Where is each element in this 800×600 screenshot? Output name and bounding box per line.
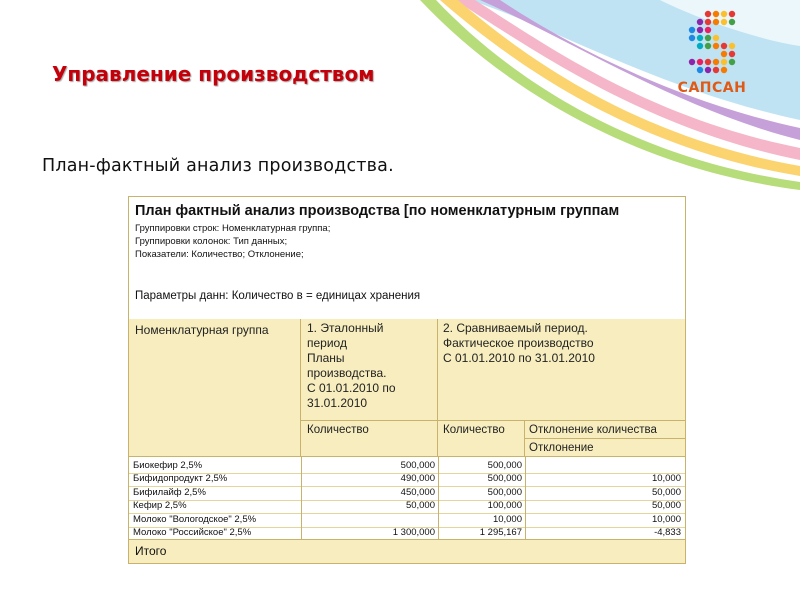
period1-line: 1. Эталонный [307,321,384,335]
header-dev [525,439,686,457]
period1-line: период [307,336,347,350]
header-qty2 [438,421,525,457]
cell-dev: 10,000 [651,473,681,485]
header-qty2-label: Количество [443,424,505,436]
total-row [129,539,686,564]
sapsan-logo [664,6,760,110]
cell-name: Биокефир 2,5% [133,460,203,471]
header-dev-qty [525,421,686,439]
period1-line: производства. [307,366,387,380]
cell-plan: 1 300,000 [392,527,435,538]
cell-fact: 100,000 [487,500,522,512]
report-title: План фактный анализ производства [по номенклатурным группам [135,203,620,219]
cell-dev: -4,833 [654,527,681,538]
cell-plan: 450,000 [400,486,435,498]
slide-subtitle: План-фактный анализ производства. [42,156,394,176]
report-screenshot [128,196,686,564]
row-groupings-text: Группировки строк: Номенклатурная группа; [135,223,331,234]
header-period1-text [307,321,396,411]
cell-name: Кефир 2,5% [133,500,187,512]
period2-line: 2. Сравниваемый период. [443,321,588,335]
cell-fact: 10,000 [492,513,522,525]
cell-dev: 50,000 [651,486,681,498]
header-dev-label: Отклонение [529,442,594,454]
cell-fact: 500,000 [487,473,522,485]
cell-name: Молоко "Российское" 2,5% [133,527,252,538]
logo-dots-icon [664,6,760,80]
period1-line: 31.01.2010 [307,396,368,410]
period1-line: Планы [307,351,345,365]
cell-fact: 500,000 [487,486,522,498]
cell-name: Бифидопродукт 2,5% [133,473,228,485]
cell-name: Бифилайф 2,5% [133,486,206,498]
cell-fact: 1 295,167 [479,527,522,538]
cell-name: Молоко "Вологодское" 2,5% [133,513,257,525]
header-qty1-label: Количество [307,424,369,436]
header-period2-text [443,321,595,366]
col-divider [525,457,526,539]
total-label: Итого [135,544,167,558]
cell-dev: 50,000 [651,500,681,512]
header-qty1 [301,421,438,457]
indicators-text: Показатели: Количество; Отклонение; [135,249,304,260]
cell-plan: 490,000 [400,473,435,485]
cell-dev: 10,000 [651,513,681,525]
header-period1 [301,319,438,421]
header-group-label: Номенклатурная группа [135,323,269,337]
cell-fact: 500,000 [487,460,522,471]
header-dev-qty-label: Отклонение количества [529,424,657,436]
header-period2 [438,319,686,421]
col-groupings-text: Группировки колонок: Тип данных; [135,236,288,247]
period2-line: С 01.01.2010 по 31.01.2010 [443,351,595,365]
period1-line: С 01.01.2010 по [307,381,396,395]
cell-plan: 50,000 [405,500,435,512]
logo-text: САПСАН [677,80,747,96]
cell-plan: 500,000 [400,460,435,471]
header-group-col [129,319,301,457]
params-text: Параметры данн: Количество в = единицах хранения [135,290,421,302]
slide-title: Управление производством [52,62,375,86]
period2-line: Фактическое производство [443,336,594,350]
